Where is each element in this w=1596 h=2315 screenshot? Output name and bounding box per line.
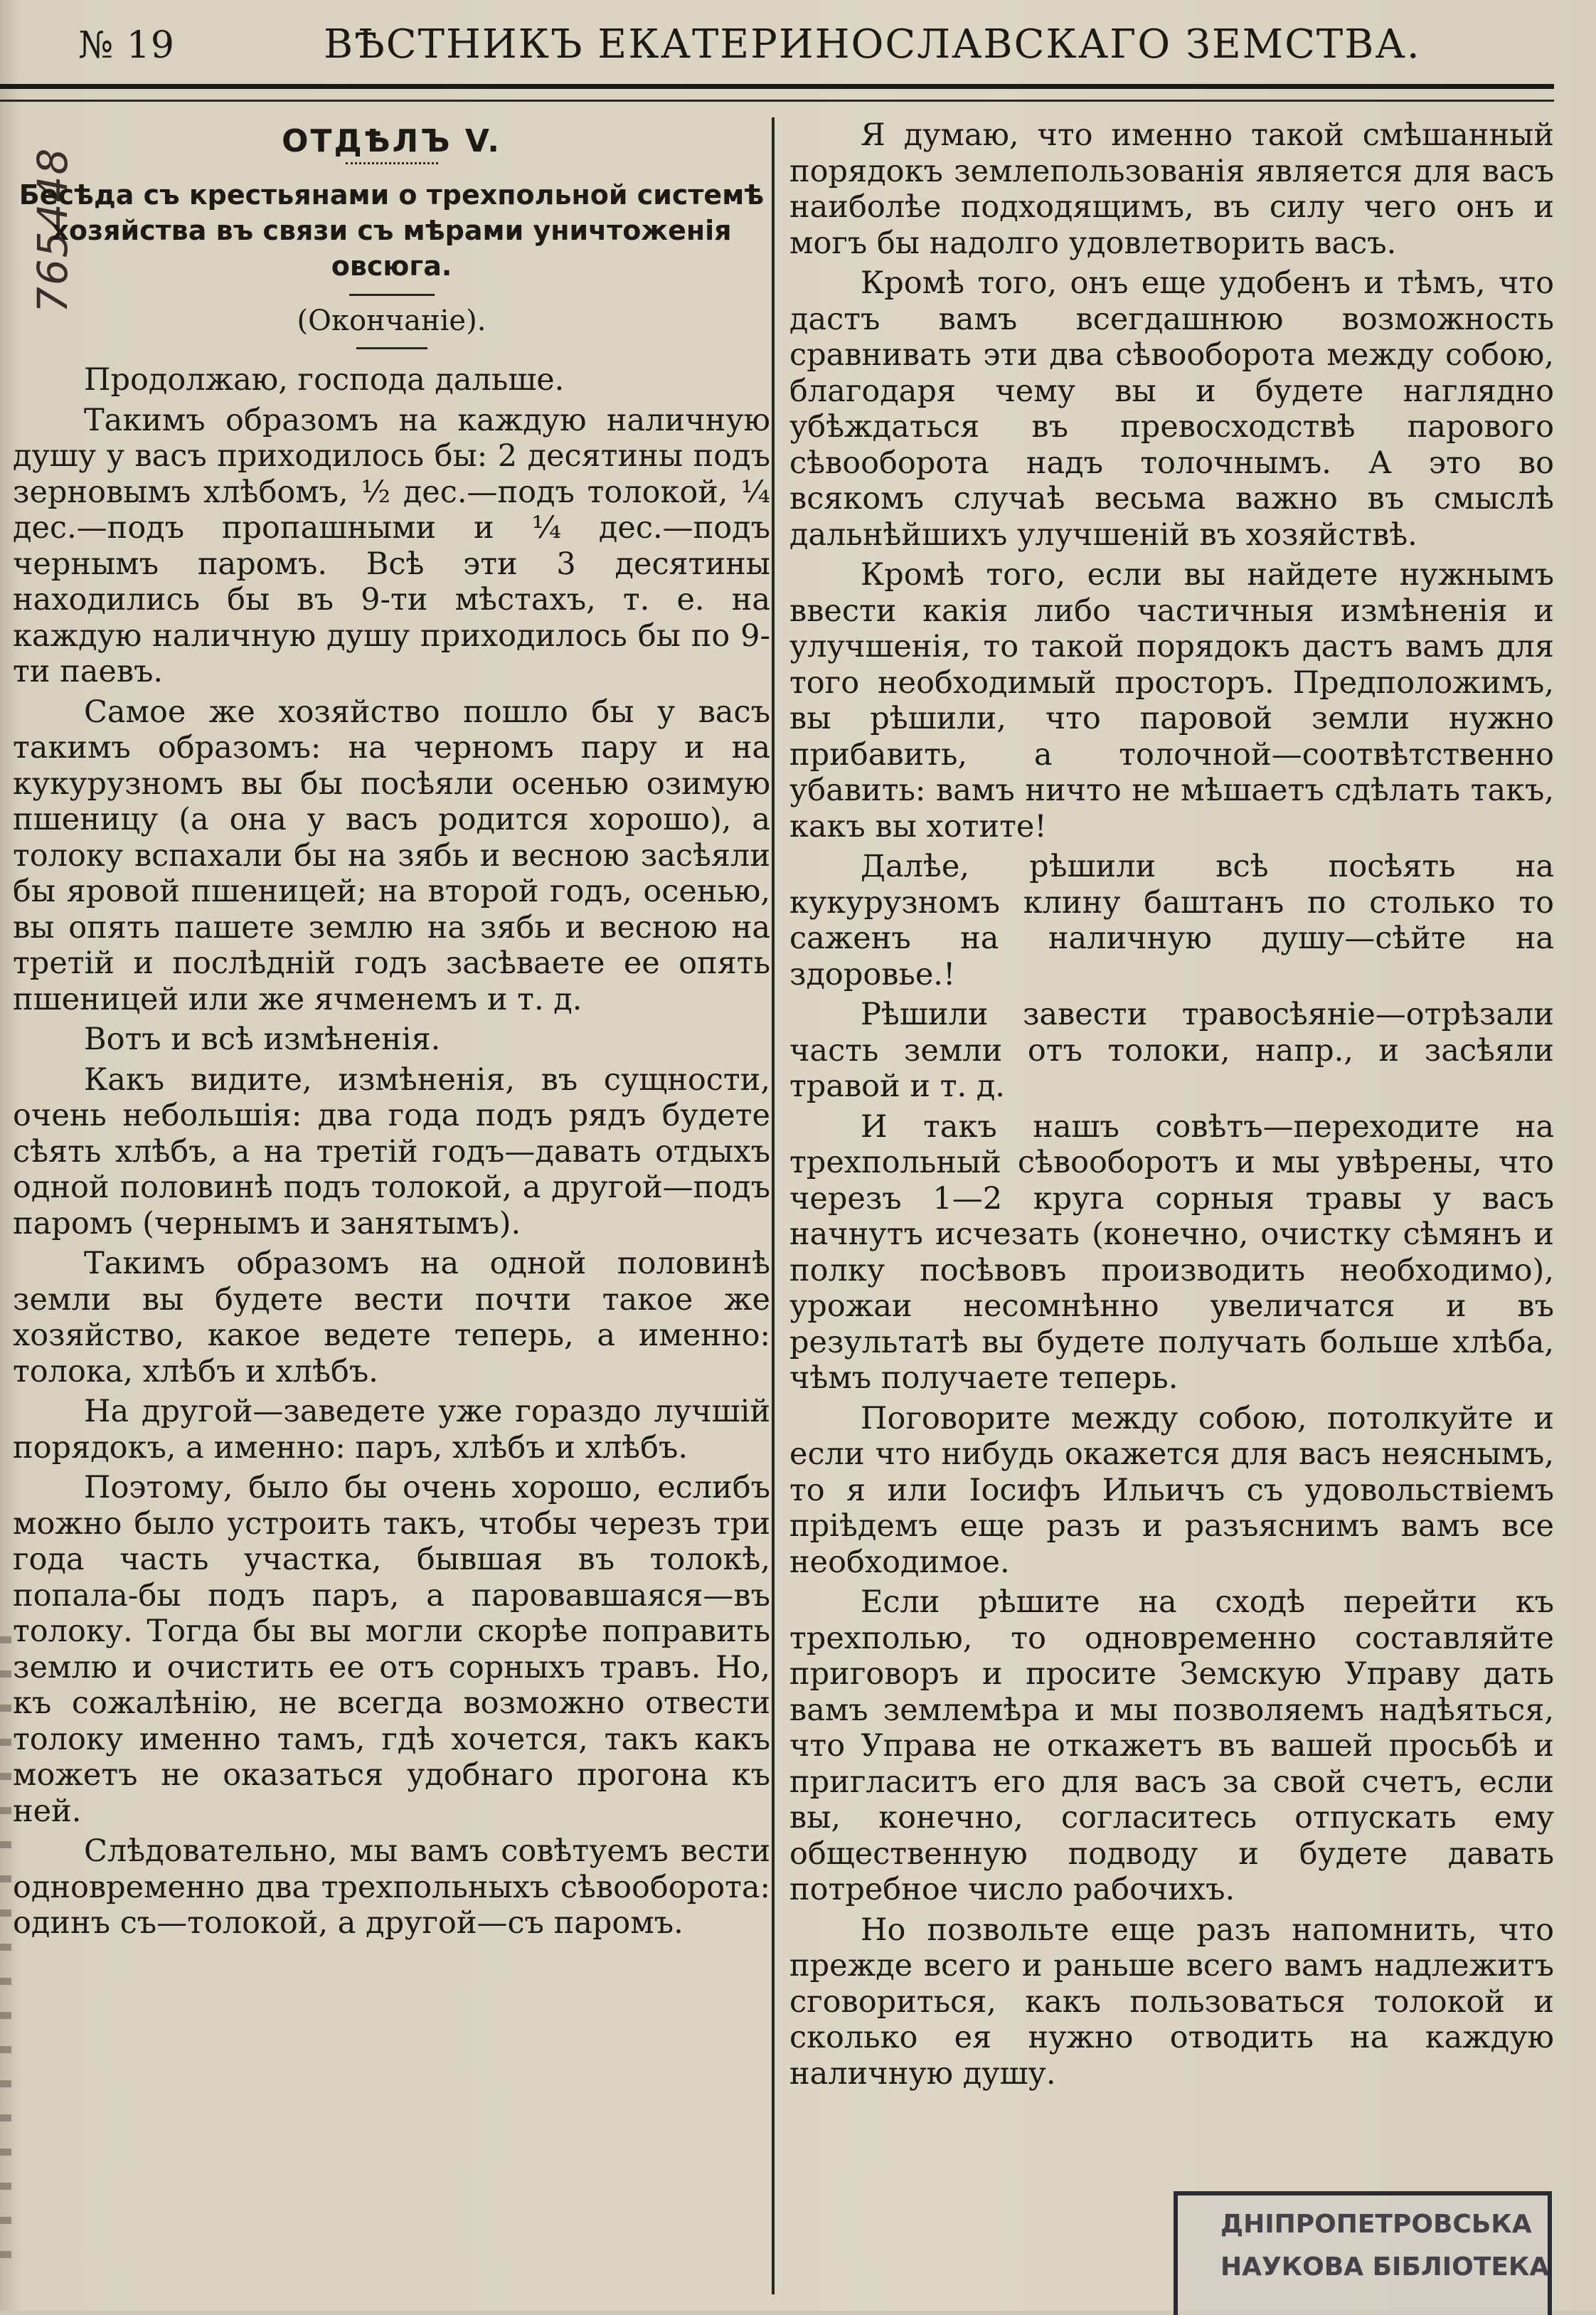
paragraph: Какъ видите, измѣненія, въ сущности, очень небольшія: два года подъ рядъ будете сѣять хлѣбъ, а на третій годъ—давать отдыхъ одной половинѣ подъ толокой, а другой—подъ паромъ (чернымъ и занятымъ).	[13, 1061, 770, 1241]
paragraph: Кромѣ того, онъ еще удобенъ и тѣмъ, что дастъ вамъ всегдашнюю возможность сравнивать эти два сѣвооборота между собою, благодаря чему вы и будете наглядно убѣждаться въ превосходствѣ парового сѣвооборота надъ толочнымъ. А это во всякомъ случаѣ весьма важно въ смыслѣ дальнѣйшихъ улучшеній въ хозяйствѣ.	[789, 265, 1554, 553]
paragraph: Поэтому, было бы очень хорошо, еслибъ можно было устроить такъ, чтобы черезъ три года часть участка, бывшая въ толокѣ, попала-бы подъ паръ, а паровавшаяся—въ толоку. Тогда бы вы могли скорѣе поправить землю и очистить ее отъ сорныхъ травъ. Но, къ сожалѣнію, не всегда возможно отвести толоку именно тамъ, гдѣ хочется, такъ какъ можетъ не оказаться удобнаго прогона къ ней.	[13, 1470, 770, 1829]
paragraph: Но позвольте еще разъ напомнить, что прежде всего и раньше всего вамъ надлежитъ сговориться, какъ пользоваться толокой и сколько ея нужно отводить на каждую наличную душу.	[789, 1912, 1554, 2092]
subtitle-divider	[356, 347, 427, 349]
right-column	[789, 117, 1554, 2092]
binding-edge	[0, 1636, 11, 2277]
paragraph: Такимъ образомъ на одной половинѣ земли вы будете вести почти такое же хозяйство, какое ведете теперь, а именно: толока, хлѣбъ и хлѣбъ.	[13, 1246, 770, 1389]
section-divider	[346, 162, 438, 164]
stamp-line-2: НАУКОВА БІБЛІОТЕКА	[1220, 2252, 1550, 2282]
issue-number: № 19	[78, 24, 175, 67]
paragraph: Поговорите между собою, потолкуйте и если что нибудь окажется для васъ неяснымъ, то я или Іосифъ Ильичъ съ удовольствіемъ пріѣдемъ еще разъ и разъяснимъ вамъ все необходимое.	[789, 1400, 1554, 1580]
paragraph: Кромѣ того, если вы найдете нужнымъ ввести какія либо частичныя измѣненія и улучшенія, то такой порядокъ дастъ вамъ для того необходимый просторъ. Предположимъ, вы рѣшили, что паровой земли нужно прибавить, а толочной—соотвѣтственно убавить: вамъ ничто не мѣшаетъ сдѣлать такъ, какъ вы хотите!	[789, 557, 1554, 844]
stamp-line-1: ДНІПРОПЕТРОВСЬКА	[1220, 2210, 1532, 2239]
left-column	[13, 117, 770, 1941]
paragraph: Такимъ образомъ на каждую наличную душу у васъ приходилось бы: 2 десятины подъ зерновымъ хлѣбомъ, ½ дес.—подъ толокой, ¼ дес.—подъ пропашными и ¼ дес.—подъ чернымъ паромъ. Всѣ эти 3 десятины находились бы въ 9-ти мѣстахъ, т. е. на каждую наличную душу приходилось бы по 9-ти паевъ.	[13, 402, 770, 689]
journal-title: ВѢСТНИКЪ ЕКАТЕРИНОСЛАВСКАГО ЗЕМСТВА.	[324, 21, 1421, 68]
paragraph: Если рѣшите на сходѣ перейти къ трехполью, то одновременно составляйте приговоръ и просите Земскую Управу дать вамъ землемѣра и мы позволяемъ надѣяться, что Управа не откажетъ въ вашей просьбѣ и пригласитъ его для васъ за свой счетъ, если вы, конечно, согласитесь отпускать ему общественную подводу и будете давать потребное число рабочихъ.	[789, 1584, 1554, 1907]
paragraph: Самое же хозяйство пошло бы у васъ такимъ образомъ: на черномъ пару и на кукурузномъ вы бы посѣяли осенью озимую пшеницу (а она у васъ родится хорошо), а толоку вспахали бы на зябь и весною засѣяли бы яровой пшеницей; на второй годъ, осенью, вы опять пашете землю на зябь и весною на третій и послѣдній годъ засѣваете ее опять пшеницей или же ячменемъ и т. д.	[13, 694, 770, 1017]
header-rule	[0, 84, 1554, 89]
page-header	[0, 21, 1596, 78]
paragraph: Далѣе, рѣшили всѣ посѣять на кукурузномъ клину баштанъ по столько то саженъ на наличную душу—сѣйте на здоровье.!	[789, 849, 1554, 992]
handwritten-inventory-number: 765448	[28, 147, 77, 313]
paragraph: Рѣшили завести травосѣяніе—отрѣзали часть земли отъ толоки, напр., и засѣяли травой и т. д.	[789, 997, 1554, 1104]
library-stamp	[1174, 2191, 1552, 2315]
paragraph: Я думаю, что именно такой смѣшанный порядокъ землепользованія является для васъ наиболѣе подходящимъ, въ силу чего онъ и могъ бы надолго удовлетворить васъ.	[789, 117, 1554, 261]
section-title: ОТДѢЛЪ V.	[282, 123, 501, 159]
paragraph: Продолжаю, господа дальше.	[84, 362, 565, 398]
paragraph: И такъ нашъ совѣтъ—переходите на трехпольный сѣвооборотъ и мы увѣрены, что черезъ 1—2 круга сорныя травы у васъ начнутъ исчезать (конечно, очистку сѣмянъ и полку посѣвовъ производить необходимо), урожаи несомнѣнно увеличатся и въ результатѣ вы будете получать больше хлѣба, чѣмъ получаете теперь.	[789, 1108, 1554, 1396]
paragraph: Слѣдовательно, мы вамъ совѣтуемъ вести одновременно два трехпольныхъ сѣвооборота: одинъ съ—толокой, а другой—съ паромъ.	[13, 1833, 770, 1941]
paragraph: Вотъ и всѣ измѣненія.	[84, 1022, 441, 1057]
header-rule-thin	[0, 100, 1554, 102]
article-subtitle: (Окончаніе).	[297, 304, 486, 337]
column-divider	[772, 117, 775, 2294]
title-divider	[349, 294, 435, 296]
article-title: Бесѣда съ крестьянами о трехпольной системѣ хозяйства въ связи съ мѣрами уничтоженія овсюга.	[18, 179, 765, 282]
paragraph: На другой—заведете уже гораздо лучшій порядокъ, а именно: паръ, хлѣбъ и хлѣбъ.	[13, 1394, 770, 1466]
